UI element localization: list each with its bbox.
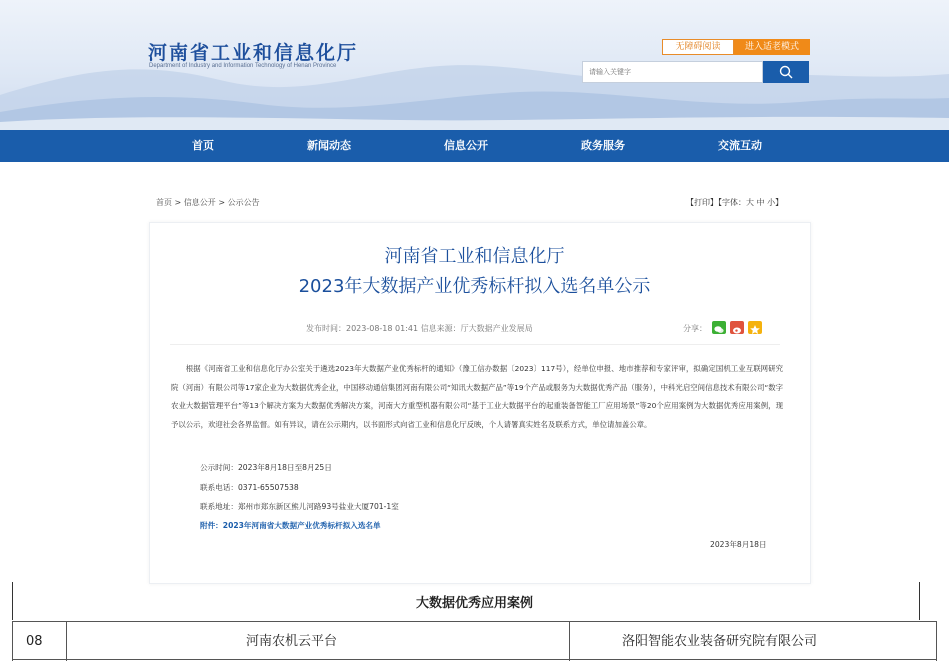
nav-item-info-public[interactable]: 信息公开 (444, 139, 488, 152)
nav-item-home[interactable]: 首页 (192, 139, 214, 152)
elder-mode-button[interactable]: 进入适老模式 (734, 39, 810, 55)
article-title-line1: 河南省工业和信息化厅 (384, 246, 565, 267)
contact-address: 联系地址：郑州市郑东新区熊儿河路93号盐业大厦701-1室 (200, 502, 399, 511)
meta-divider (170, 344, 780, 345)
site-header (0, 0, 949, 130)
weibo-share-icon[interactable] (730, 321, 744, 334)
qzone-share-icon[interactable] (748, 321, 762, 334)
table-title: 大数据优秀应用案例 (415, 596, 533, 611)
article-body: 根据《河南省工业和信息化厅办公室关于遴选2023年大数据产业优秀标杆的通知》（豫工信办数据〔2023〕117号），经单位申报、地市推荐和专家评审，拟确定国机工业互联网研究院（河南）有限公司等17家企业为大数据优秀企业，中国移动通信集团河南有限公司“知讯大数据产品”等19个产品或服务为大数据优秀产品（服务），中科光启空间信息技术有限公司“数字农业大数据管理平台”等13个解决方案为大数据优秀解决方案，河南大方重型机器有限公司“基于工业大数据平台的起重装备智能工厂应用场景”等20个应用案例为大数据优秀应用案例，现予以公示，欢迎社会各界监督。如有异议，请在公示期内，以书面形式向省工业和信息化厅反映，个人请署真实姓名及联系方式，单位请加盖公章。 (171, 364, 783, 429)
nav-item-news[interactable]: 新闻动态 (307, 139, 351, 152)
main-nav (0, 130, 949, 162)
search-button[interactable] (763, 61, 809, 83)
article-title-line2: 2023年大数据产业优秀标杆拟入选名单公示 (298, 276, 651, 297)
article-date: 2023年8月18日 (710, 540, 767, 549)
cell-divider (569, 622, 570, 661)
site-title[interactable]: 河南省工业和信息化厅 (148, 42, 359, 64)
print-font-controls[interactable]: 【打印】【字体：大 中 小】 (686, 198, 784, 207)
cell-divider (12, 622, 13, 661)
publicity-period: 公示时间：2023年8月18日至8月25日 (200, 463, 332, 472)
contact-phone: 联系电话：0371-65507538 (200, 483, 299, 492)
table-row (12, 621, 937, 660)
article-meta: 发布时间：2023-08-18 01:41 信息来源：厅大数据产业发展局 (306, 324, 533, 333)
nav-item-interaction[interactable]: 交流互动 (718, 139, 762, 152)
breadcrumb[interactable]: 首页 > 信息公开 > 公示公告 (156, 198, 260, 207)
search-icon (779, 65, 793, 79)
cell-divider (66, 622, 67, 661)
share-label: 分享： (683, 324, 707, 333)
nav-item-services[interactable]: 政务服务 (581, 139, 625, 152)
accessibility-button[interactable]: 无障碍阅读 (662, 39, 734, 55)
site-subtitle: Department of Industry and Information Technology of Henan Province (149, 63, 337, 69)
row-number: 08 (26, 634, 43, 649)
attachment-link[interactable]: 附件：2023年河南省大数据产业优秀标杆拟入选名单 (200, 521, 381, 530)
cell-divider (936, 622, 937, 661)
wechat-share-icon[interactable] (712, 321, 726, 334)
case-name: 河南农机云平台 (246, 634, 338, 649)
search-input[interactable] (582, 61, 763, 83)
company-name: 洛阳智能农业装备研究院有限公司 (622, 634, 818, 649)
